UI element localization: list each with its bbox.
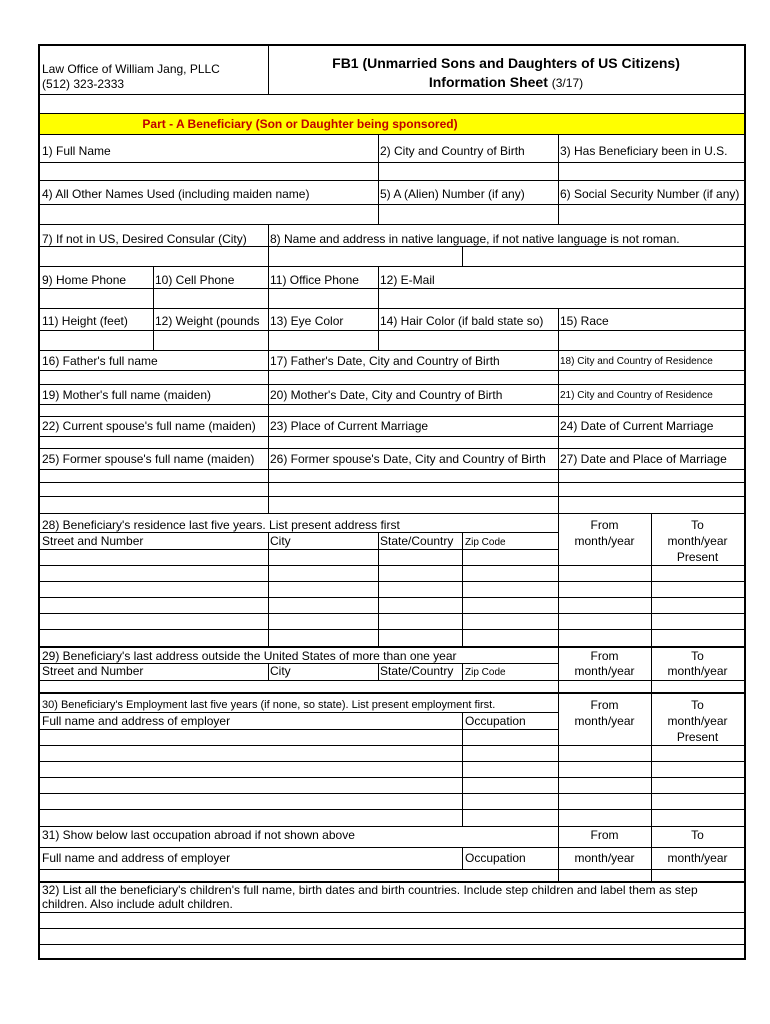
grid-line bbox=[268, 663, 269, 680]
field-email: 12) E-Mail bbox=[380, 273, 435, 287]
grid-line bbox=[40, 646, 744, 648]
grid-line bbox=[40, 350, 744, 351]
grid-line bbox=[651, 513, 652, 646]
sec29-to-unit: month/year bbox=[667, 664, 728, 678]
sec28-title: 28) Beneficiary's residence last five years. List present address first bbox=[42, 518, 400, 532]
sec28-state: State/Country bbox=[380, 534, 454, 548]
field-full-name: 1) Full Name bbox=[42, 144, 111, 158]
grid-line bbox=[558, 488, 559, 513]
grid-line bbox=[40, 330, 744, 331]
grid-line bbox=[651, 648, 652, 692]
grid-line bbox=[268, 224, 269, 266]
sec29-zip: Zip Code bbox=[465, 667, 506, 678]
field-father-name: 16) Father's full name bbox=[42, 354, 158, 368]
grid-line bbox=[40, 777, 744, 778]
field-hair-color: 14) Hair Color (if bald state so) bbox=[380, 314, 544, 328]
grid-line bbox=[40, 847, 744, 848]
part-a-banner bbox=[40, 114, 744, 134]
grid-line bbox=[378, 663, 379, 680]
sec29-city: City bbox=[270, 664, 291, 678]
sec29-from-unit: month/year bbox=[574, 664, 635, 678]
grid-line bbox=[462, 847, 463, 869]
field-mother-birth: 20) Mother's Date, City and Country of Birth bbox=[270, 388, 503, 402]
grid-line bbox=[268, 308, 269, 350]
field-marriage-date: 24) Date of Current Marriage bbox=[560, 419, 714, 433]
grid-line bbox=[40, 513, 744, 514]
grid-line bbox=[40, 266, 744, 267]
grid-line bbox=[268, 46, 269, 94]
field-mother-name: 19) Mother's full name (maiden) bbox=[42, 388, 212, 402]
grid-line bbox=[40, 793, 744, 794]
sec28-street: Street and Number bbox=[42, 534, 144, 548]
sec29-title: 29) Beneficiary's last address outside the United States of more than one year bbox=[42, 649, 457, 663]
field-alien-number: 5) A (Alien) Number (if any) bbox=[380, 187, 525, 201]
sec28-zip: Zip Code bbox=[465, 537, 506, 548]
form-title: FB1 (Unmarried Sons and Daughters of US Citizens) bbox=[332, 55, 680, 71]
field-marriage-place: 23) Place of Current Marriage bbox=[270, 419, 429, 433]
grid-line bbox=[40, 482, 744, 483]
grid-line bbox=[268, 266, 269, 308]
field-cell-phone: 10) Cell Phone bbox=[155, 273, 235, 287]
form-subtitle: Information Sheet (3/17) bbox=[428, 74, 584, 90]
field-birth-place: 2) City and Country of Birth bbox=[380, 144, 525, 158]
grid-line bbox=[40, 549, 558, 550]
grid-line bbox=[40, 944, 744, 945]
field-eye-color: 13) Eye Color bbox=[270, 314, 344, 328]
grid-line bbox=[462, 246, 463, 266]
field-other-names: 4) All Other Names Used (including maiden name) bbox=[42, 187, 310, 201]
grid-line bbox=[40, 809, 744, 810]
grid-line bbox=[40, 729, 558, 730]
grid-line bbox=[40, 416, 744, 417]
sec30-title: 30) Beneficiary's Employment last five years (if none, so state). List present employment first. bbox=[42, 699, 496, 711]
grid-line bbox=[558, 694, 559, 826]
sec30-from-unit: month/year bbox=[574, 714, 635, 728]
field-father-birth: 17) Father's Date, City and Country of Birth bbox=[270, 354, 500, 368]
grid-line bbox=[40, 436, 744, 437]
sec28-present: Present bbox=[676, 550, 719, 564]
grid-line bbox=[40, 826, 744, 827]
grid-line bbox=[40, 692, 744, 694]
sec28-to-unit: month/year bbox=[667, 534, 728, 548]
firm-name: Law Office of William Jang, PLLC bbox=[42, 62, 220, 76]
grid-line bbox=[40, 134, 744, 135]
grid-line bbox=[558, 180, 559, 224]
grid-line bbox=[40, 581, 744, 582]
grid-line bbox=[40, 288, 744, 289]
grid-line bbox=[40, 912, 744, 913]
field-ssn: 6) Social Security Number (if any) bbox=[560, 187, 740, 201]
grid-line bbox=[40, 532, 558, 533]
grid-line bbox=[40, 94, 744, 95]
sec31-to-unit: month/year bbox=[667, 851, 728, 865]
grid-line bbox=[40, 761, 744, 762]
sec30-present: Present bbox=[676, 730, 719, 744]
grid-line bbox=[40, 597, 744, 598]
grid-line bbox=[378, 266, 379, 308]
field-height: 11) Height (feet) bbox=[42, 314, 128, 328]
grid-line bbox=[40, 246, 744, 247]
field-home-phone: 9) Home Phone bbox=[42, 273, 127, 287]
sec30-employer: Full name and address of employer bbox=[42, 714, 231, 728]
grid-line bbox=[40, 384, 744, 385]
grid-line bbox=[558, 648, 559, 692]
grid-line bbox=[40, 224, 744, 225]
grid-line bbox=[40, 869, 744, 870]
sec32-title: 32) List all the beneficiary's children's full name, birth dates and birth countries. Include step children and label them as step children. Also include adult children. bbox=[42, 883, 698, 911]
grid-line bbox=[40, 448, 744, 449]
grid-line bbox=[40, 370, 744, 371]
firm-phone: (512) 323-2333 bbox=[42, 77, 125, 91]
sec30-occupation: Occupation bbox=[465, 714, 526, 728]
grid-line bbox=[40, 162, 744, 163]
field-office-phone: 11) Office Phone bbox=[270, 273, 359, 287]
field-been-in-us: 3) Has Beneficiary been in U.S. bbox=[560, 144, 728, 158]
sec29-state: State/Country bbox=[380, 664, 454, 678]
grid-line bbox=[40, 629, 744, 630]
grid-line bbox=[40, 680, 744, 681]
grid-line bbox=[153, 266, 154, 308]
grid-line bbox=[558, 826, 559, 881]
field-former-spouse-birth: 26) Former spouse's Date, City and Country of Birth bbox=[270, 452, 546, 466]
grid-line bbox=[378, 180, 379, 224]
sec29-to: To bbox=[691, 649, 704, 663]
sec30-from: From bbox=[590, 698, 619, 712]
sec31-title: 31) Show below last occupation abroad if not shown above bbox=[42, 828, 355, 842]
field-native-name: 8) Name and address in native language, if not native language is not roman. bbox=[270, 232, 680, 246]
sec29-street: Street and Number bbox=[42, 664, 144, 678]
grid-line bbox=[651, 694, 652, 826]
grid-line bbox=[558, 308, 559, 350]
form-version: (3/17) bbox=[551, 76, 584, 90]
sec28-city: City bbox=[270, 534, 291, 548]
sec29-from: From bbox=[590, 649, 619, 663]
sec31-from-unit: month/year bbox=[574, 851, 635, 865]
part-a-label: Part - A Beneficiary (Son or Daughter being sponsored) bbox=[142, 117, 458, 131]
grid-line bbox=[153, 308, 154, 350]
grid-line bbox=[558, 513, 559, 646]
grid-line bbox=[40, 496, 744, 497]
sec28-from: From bbox=[590, 518, 619, 532]
grid-line bbox=[268, 488, 269, 513]
sec28-to: To bbox=[691, 518, 704, 532]
grid-line bbox=[40, 928, 744, 929]
grid-line bbox=[40, 469, 744, 470]
grid-line bbox=[40, 712, 558, 713]
field-former-spouse: 25) Former spouse's full name (maiden) bbox=[42, 452, 255, 466]
sec31-to: To bbox=[691, 828, 704, 842]
info-sheet-form bbox=[38, 44, 746, 960]
sec31-from: From bbox=[590, 828, 619, 842]
grid-line bbox=[462, 663, 463, 680]
grid-line bbox=[40, 663, 558, 664]
grid-line bbox=[40, 308, 744, 309]
field-mother-residence: 21) City and Country of Residence bbox=[560, 390, 713, 401]
grid-line bbox=[40, 745, 744, 746]
sec30-to-unit: month/year bbox=[667, 714, 728, 728]
field-father-residence: 18) City and Country of Residence bbox=[560, 356, 713, 367]
field-consular: 7) If not in US, Desired Consular (City) bbox=[42, 232, 247, 246]
grid-line bbox=[651, 826, 652, 881]
grid-line bbox=[378, 308, 379, 350]
field-race: 15) Race bbox=[560, 314, 609, 328]
field-current-spouse: 22) Current spouse's full name (maiden) bbox=[42, 419, 256, 433]
sec30-to: To bbox=[691, 698, 704, 712]
grid-line bbox=[40, 404, 744, 405]
sec31-employer: Full name and address of employer bbox=[42, 851, 231, 865]
field-weight: 12) Weight (pounds bbox=[155, 314, 260, 328]
sec28-from-unit: month/year bbox=[574, 534, 635, 548]
grid-line bbox=[40, 613, 744, 614]
field-former-marriage: 27) Date and Place of Marriage bbox=[560, 452, 727, 466]
grid-line bbox=[40, 180, 744, 181]
sec31-occupation: Occupation bbox=[465, 851, 526, 865]
grid-line bbox=[40, 565, 744, 566]
grid-line bbox=[40, 204, 744, 205]
